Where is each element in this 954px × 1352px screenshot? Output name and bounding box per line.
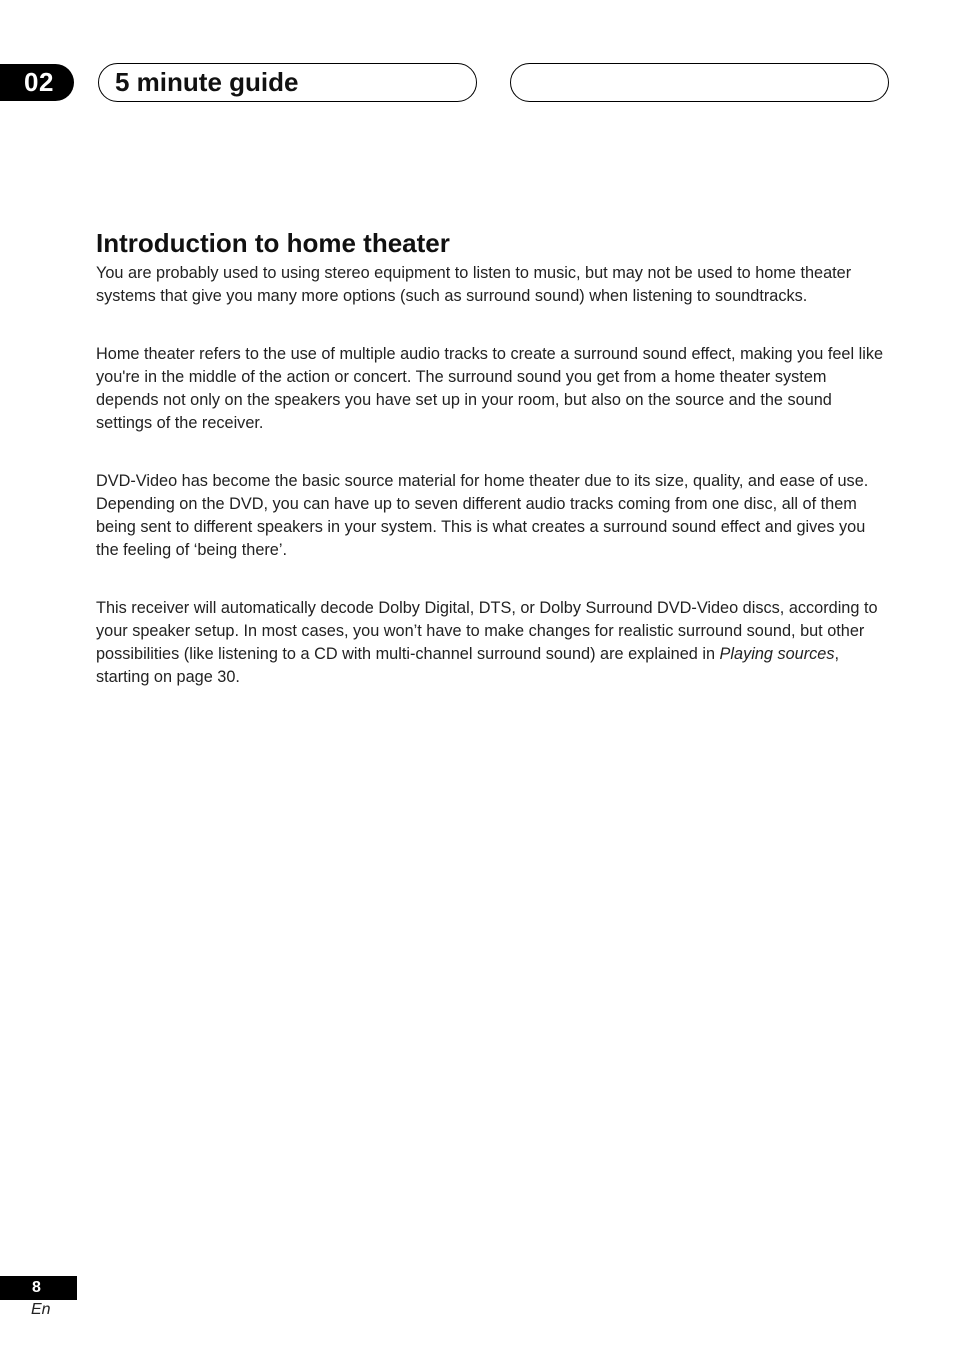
paragraph-2: Home theater refers to the use of multiple audio tracks to create a surround sound effect, making you feel like you're in the middle of the action or concert. The surround sound you get from a home theater system depends not only on the speakers you have set up in your room, but also on the source and the sound settings of the receiver. xyxy=(96,345,884,432)
paragraph-4 xyxy=(96,597,886,689)
main-content xyxy=(96,226,886,724)
language-code: En xyxy=(31,1301,51,1318)
chapter-number-badge: 02 xyxy=(0,64,74,101)
chapter-title-pill xyxy=(98,63,477,102)
paragraph-4-text-after: , starting on page 30. xyxy=(96,645,839,686)
empty-header-pill xyxy=(510,63,889,102)
paragraph-4-text-before: This receiver will automatically decode Dolby Digital, DTS, or Dolby Surround DVD-Video discs, according to your speaker setup. In most cases, you won’t have to make changes for realistic surround sound, but other possibilities (like listening to a CD with multi-channel surround sound) are explained in xyxy=(96,599,878,663)
paragraph-3: DVD-Video has become the basic source material for home theater due to its size, quality, and ease of use. Depending on the DVD, you can have up to seven different audio tracks coming from one disc, all of them being sent to different speakers in your system. This is what creates a surround sound effect and gives you the feeling of ‘being there’. xyxy=(96,472,869,559)
section-heading: Introduction to home theater xyxy=(96,228,450,258)
paragraph-1: You are probably used to using stereo equipment to listen to music, but may not be used to home theater systems that give you many more options (such as surround sound) when listening to soundtracks. xyxy=(96,264,852,305)
chapter-title: 5 minute guide xyxy=(115,67,299,97)
page-number: 8 xyxy=(0,1276,77,1300)
playing-sources-reference: Playing sources xyxy=(719,645,835,663)
